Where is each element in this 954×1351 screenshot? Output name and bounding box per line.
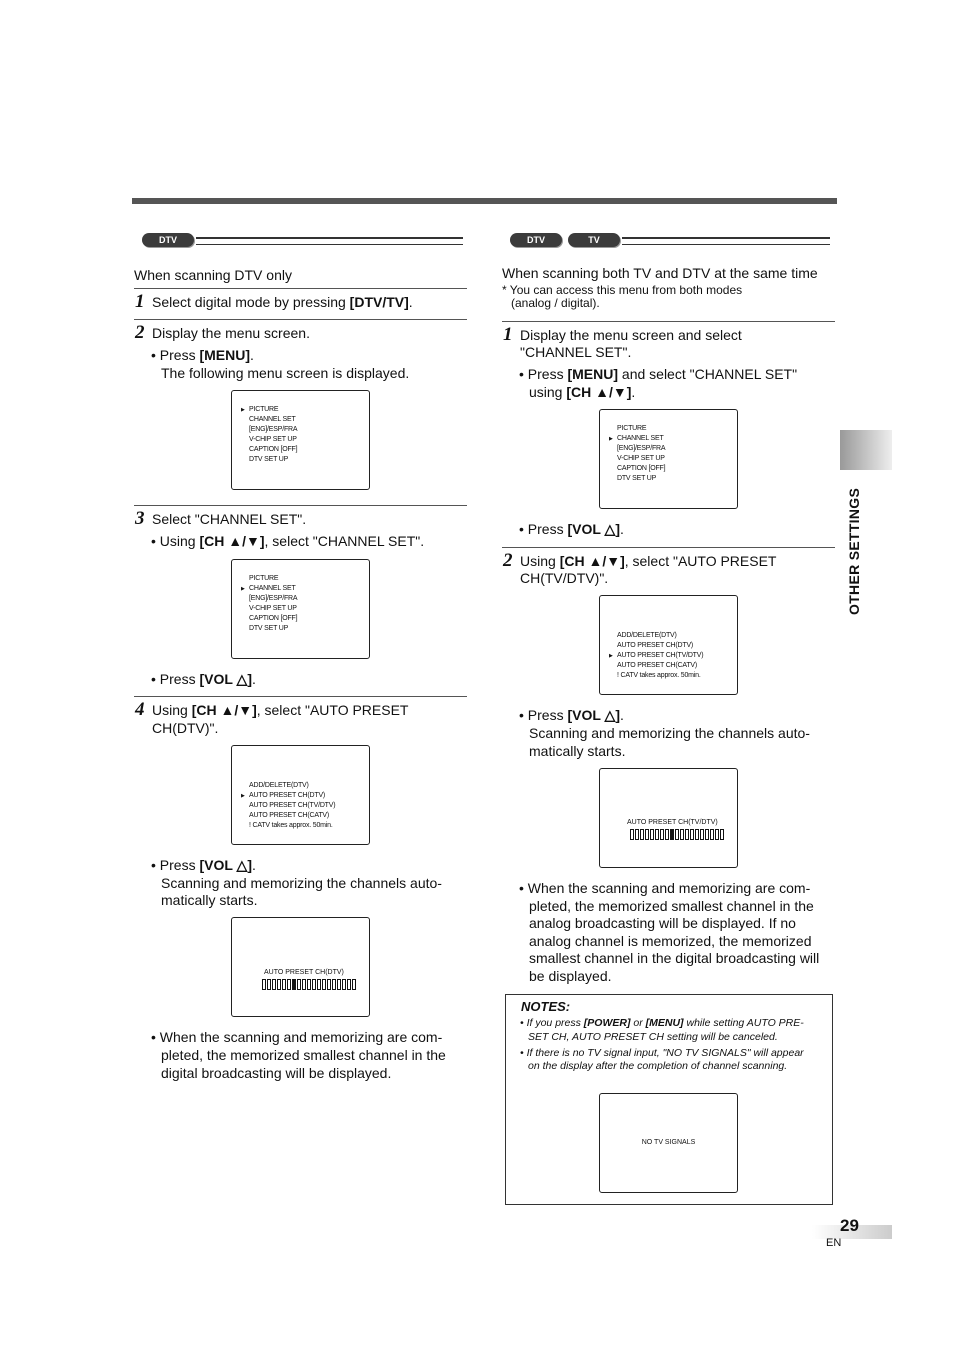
menu-screen (231, 745, 370, 845)
menu-item: [ENG]/ESP/FRA (249, 595, 298, 602)
intro-text: When scanning DTV only (134, 267, 292, 283)
divider (134, 696, 467, 697)
menu-screen (599, 409, 738, 509)
dtv-badge: DTV (142, 233, 194, 247)
final-text: digital broadcasting will be displayed. (161, 1065, 392, 1081)
final-text: • When the scanning and memorizing are com- (519, 880, 811, 896)
menu-item: PICTURE (249, 575, 279, 582)
menu-list (241, 781, 335, 831)
menu-item: DTV SET UP (617, 475, 657, 482)
scan-label: AUTO PRESET CH(DTV) (264, 969, 344, 976)
menu-item: V-CHIP SET UP (249, 605, 297, 612)
tv-badge: TV (568, 233, 620, 247)
step-4-text: Using [CH ▲/▼], select "AUTO PRESET (152, 702, 409, 718)
scan-text: Scanning and memorizing the channels auto- (529, 725, 810, 741)
scan-text: Scanning and memorizing the channels auto- (161, 875, 442, 891)
menu-item: ▶ AUTO PRESET CH(TV/DTV) (609, 651, 703, 661)
final-text: be displayed. (529, 968, 612, 984)
menu-item: ADD/DELETE(DTV) (617, 632, 677, 639)
menu-item: ! CATV takes approx. 50min. (617, 672, 701, 679)
dtv-badge: DTV (510, 233, 562, 247)
step-number: 1 (135, 291, 145, 312)
progress-bar (630, 829, 724, 840)
menu-list (609, 424, 665, 484)
menu-item: AUTO PRESET CH(CATV) (249, 812, 330, 819)
step-1-bullet-line2: using [CH ▲/▼]. (529, 384, 636, 400)
scan-text: matically starts. (529, 743, 626, 759)
notes-title: NOTES: (521, 999, 571, 1014)
final-text: analog channel is memorized, the memorized (529, 933, 812, 949)
language-code: EN (826, 1237, 842, 1249)
press-vol-text: • Press [VOL △]. (519, 521, 624, 537)
menu-item: [ENG]/ESP/FRA (249, 426, 298, 433)
final-text: smallest channel in the digital broadcasting will (529, 950, 820, 966)
step-2-text-line2: CH(TV/DTV)". (520, 570, 609, 586)
divider (502, 321, 835, 322)
side-label: OTHER SETTINGS (846, 487, 862, 615)
notes-box (505, 994, 833, 1205)
menu-list (241, 405, 297, 465)
step-number: 4 (135, 699, 145, 720)
menu-item: CAPTION [OFF] (617, 465, 666, 472)
step-2-bullet-line2: The following menu screen is displayed. (161, 365, 410, 381)
menu-item: CAPTION [OFF] (249, 615, 298, 622)
section-rule (622, 237, 830, 245)
step-1-text: Select digital mode by pressing [DTV/TV]. (152, 294, 413, 310)
menu-item: [ENG]/ESP/FRA (617, 445, 666, 452)
menu-list (609, 631, 703, 681)
final-text: pleted, the memorized smallest channel in the (529, 898, 814, 914)
menu-item: CAPTION [OFF] (249, 446, 298, 453)
menu-screen (231, 559, 370, 659)
step-2-text: Display the menu screen. (152, 325, 310, 341)
divider (134, 288, 467, 289)
menu-item: PICTURE (617, 425, 647, 432)
note-2-line2: on the display after the completion of channel scanning. (528, 1060, 788, 1072)
step-number: 1 (503, 324, 513, 345)
top-rule (132, 198, 837, 204)
menu-item: AUTO PRESET CH(TV/DTV) (249, 802, 336, 809)
section-tab (840, 430, 892, 470)
menu-item: ▶ CHANNEL SET (609, 434, 665, 444)
menu-item: DTV SET UP (249, 625, 289, 632)
scan-screen (599, 768, 738, 868)
note-2: • If there is no TV signal input, "NO TV SIGNALS" will appear (520, 1047, 804, 1059)
menu-item: ▶ AUTO PRESET CH(DTV) (241, 791, 335, 801)
final-text: pleted, the memorized smallest channel in the (161, 1047, 446, 1063)
step-1-bullet: • Press [MENU] and select "CHANNEL SET" (519, 366, 798, 382)
note-1: • If you press [POWER] or [MENU] while setting AUTO PRE- (520, 1017, 804, 1029)
scan-text: matically starts. (161, 892, 258, 908)
divider (134, 319, 467, 320)
step-1-text-line2: "CHANNEL SET". (520, 344, 632, 360)
menu-item: ADD/DELETE(DTV) (249, 782, 309, 789)
step-number: 3 (135, 508, 145, 529)
progress-bar (262, 979, 356, 990)
final-text: • When the scanning and memorizing are com- (151, 1029, 443, 1045)
step-1-text: Display the menu screen and select (520, 327, 742, 343)
menu-screen (231, 390, 370, 490)
menu-item: ▶ CHANNEL SET (241, 584, 297, 594)
step-2-bullet: • Press [MENU]. (151, 347, 254, 363)
menu-item: AUTO PRESET CH(CATV) (617, 662, 698, 669)
divider (134, 505, 467, 506)
menu-item: DTV SET UP (249, 456, 289, 463)
step-2-text: Using [CH ▲/▼], select "AUTO PRESET (520, 553, 777, 569)
press-vol-text: • Press [VOL △]. (151, 671, 256, 687)
press-vol-text: • Press [VOL △]. (519, 707, 624, 723)
note-1-line2: SET CH, AUTO PRESET CH setting will be canceled. (528, 1031, 778, 1043)
no-signal-screen (599, 1093, 738, 1193)
no-signal-text: NO TV SIGNALS (641, 1139, 696, 1146)
final-text: analog broadcasting will be displayed. If no (529, 915, 796, 931)
page-number: 29 (840, 1216, 859, 1235)
scan-screen (231, 917, 370, 1017)
note-text: * You can access this menu from both modes (502, 283, 743, 297)
step-3-bullet: • Using [CH ▲/▼], select "CHANNEL SET". (151, 533, 425, 549)
step-4-text-line2: CH(DTV)". (152, 720, 219, 736)
menu-screen (599, 595, 738, 695)
menu-item: ▶ PICTURE (241, 405, 297, 415)
note-text: (analog / digital). (511, 296, 600, 310)
menu-item: CHANNEL SET (249, 416, 296, 423)
intro-text: When scanning both TV and DTV at the same time (502, 265, 818, 281)
step-number: 2 (135, 322, 145, 343)
step-3-text: Select "CHANNEL SET". (152, 511, 307, 527)
press-vol-text: • Press [VOL △]. (151, 857, 256, 873)
menu-list (241, 574, 297, 634)
section-rule (196, 237, 463, 245)
menu-item: V-CHIP SET UP (249, 436, 297, 443)
step-number: 2 (503, 550, 513, 571)
menu-item: ! CATV takes approx. 50min. (249, 822, 333, 829)
menu-item: AUTO PRESET CH(DTV) (617, 642, 694, 649)
scan-label: AUTO PRESET CH(TV/DTV) (627, 819, 718, 826)
divider (502, 547, 835, 548)
menu-item: V-CHIP SET UP (617, 455, 665, 462)
